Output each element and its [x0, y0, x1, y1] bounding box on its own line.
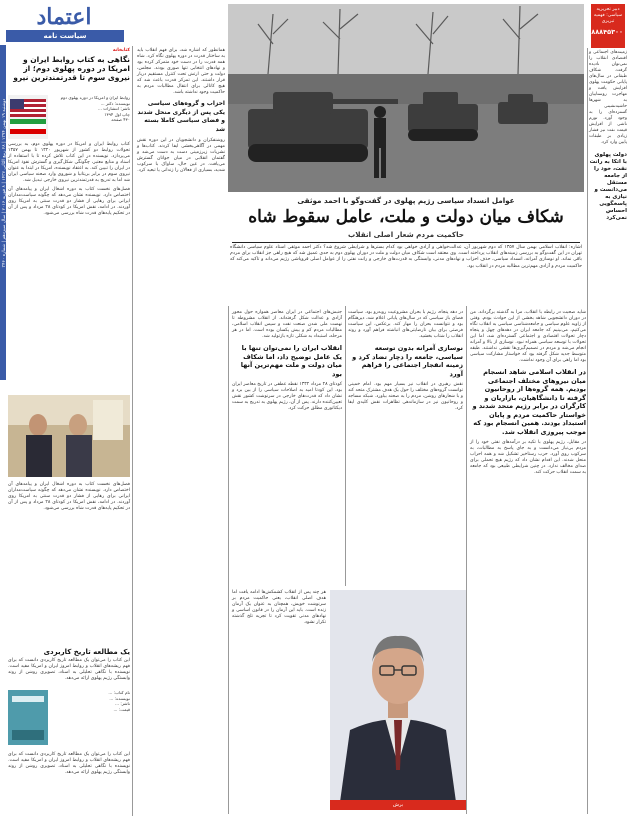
- book-caption-3: ناشر: ...: [115, 701, 130, 706]
- interviewee-portrait-image: [330, 590, 466, 802]
- right-col-pull-quote-text: در انقلاب اسلامی شاهد انسجام میان نیروهای مختلف اجتماعی بودیم. همه گروه‌ها از روحانیون گرفته تا دانشگاهیان، بازاریان و کارگران در برابر رژیم متحد شدند و خواستار حاکمیت مردم و پایان استبداد بودند. همین انسجام بود که موجب پیروزی انقلاب شد.: [472, 368, 586, 436]
- far-right-pull-quote: دولت پهلوی با اتکا به رانت نفت، خود را از جامعه مستقل می‌دانست و نیازی به پاسخگویی احساس نمی‌کرد: [589, 152, 627, 221]
- portrait-photo: [330, 590, 466, 802]
- left-lower-text: فصل‌های نخست کتاب به دوره اشغال ایران و پیامدهای آن اختصاص دارد. نویسنده نشان می‌دهد که چگونه سیاست‌مداران ایرانی برای رهایی از فشار دو قدرت سنتی به امریکا روی آوردند. در ادامه، نقش امریکا در کودتای ۲۸ مرداد و پس از آن در تحکیم پایه‌های قدرت شاه بررسی می‌شود.: [8, 482, 130, 511]
- left-body: [8, 142, 130, 392]
- right-column: [470, 310, 586, 815]
- book-cover-flags: [8, 95, 48, 139]
- left-headline: نگاهی به کتاب روابط ایران و امریکا در دوره پهلوی دوم؛ از نیروی سوم تا قدرتمندترین نیرو: [13, 55, 130, 82]
- teal-book-cover-image: [8, 690, 48, 745]
- headline-divider: [232, 242, 580, 243]
- left-body-3: این کتاب را می‌توان یک مطالعه تاریخ کاربردی دانست که برای فهم ریشه‌های انقلاب و روابط امروز ایران و امریکا مفید است. نویسنده با نگاهی تحلیلی به اسناد، تصویری روشن از روند وابستگی رژیم پهلوی ارائه می‌دهد.: [8, 658, 130, 681]
- newspaper-logo: اعتماد: [36, 4, 92, 30]
- book-info-4: چاپ اول ۱۳۹۴: [104, 111, 130, 117]
- flags-cover-image: [8, 95, 48, 139]
- book-info-3: ناشر: انتشارات ...: [97, 106, 130, 111]
- column-rule-4: [466, 306, 467, 814]
- left-bottom-body: این کتاب را می‌توان یک مطالعه تاریخ کاربردی دانست که برای فهم ریشه‌های انقلاب و روابط امروز ایران و امریکا مفید است. نویسنده با نگاهی تحلیلی به اسناد، تصویری روشن از روند وابستگی رژیم پهلوی ارائه می‌دهد.: [8, 752, 130, 775]
- date-line: دوشنبه ۱۹ بهمن ۱۳۹۴ | ۲۸ ربیع الثانی ۱۴۳۷ | ۸ فوریه ۲۰۱۶ | سال سیزدهم | شماره ۳۴۶۰: [2, 98, 7, 268]
- article-lead: [230, 245, 582, 305]
- right-col-body2: در مقابل، رژیم پهلوی با تکیه بر درآمدهای نفتی خود را از مردم بی‌نیاز می‌دانست و به جای پاسخ به مطالبات، به سرکوب روی آورد. حزب رستاخیز تشکیل شد و همه احزاب منحل شدند. این اقدام نشان داد که رژیم هیچ تحملی برای صدای مخالف ندارد. در چنین شرایطی طبیعی بود که جامعه به سمت انقلاب حرکت کند.: [470, 440, 586, 475]
- article-kicker: عوامل انسداد سیاسی رژیم پهلوی در گفت‌وگو با احمد موثقی: [297, 196, 515, 205]
- book-caption-2: نویسنده: ...: [109, 695, 130, 701]
- book-caption-1: نام کتاب: ...: [108, 690, 130, 695]
- column-a: [232, 310, 342, 585]
- col-a-pull-quote: انقلاب ‌ایران را نمی‌توان تنها با یک عامل توضیح داد، اما شکاف میان دولت و ملت مهم‌ترین آنها بود: [240, 344, 342, 378]
- book-info-1: روابط ایران و امریکا در دوره پهلوی دوم: [60, 95, 130, 100]
- left-subheadline-block: [8, 648, 130, 688]
- article-headline: شکاف میان دولت و ملت، عامل سقوط شاه: [248, 207, 564, 227]
- column-rule-3: [345, 306, 346, 586]
- left-kicker: کتابخانه: [112, 48, 130, 53]
- left-bottom-text: [8, 752, 130, 814]
- right-col-pull-quote: [470, 368, 586, 436]
- book-info-5: ۴۳۰ صفحه: [111, 117, 130, 122]
- col-c-body2: روشنفکران و دانشجویان در این دوره نقش مهمی در آگاهی‌بخشی ایفا کردند. کتاب‌ها و نشریات زیرزمینی دست به دست می‌شد و گفتمان انقلابی در میان جوانان گسترش می‌یافت. در عین حال، ساواک با سرکوب شدید، بسیاری از فعالان را زندانی یا تبعید کرد.: [137, 138, 225, 173]
- hero-photo: [228, 4, 584, 192]
- editor-phone: ۸۸۸۴۵۳۰۰: [591, 28, 623, 36]
- col-b-body: در دهه پنجاه، رژیم با بحران مشروعیت روبه‌رو بود. سیاست فضای باز سیاسی که در سال‌های پایانی اعلام شد، دیرهنگام بود و نتوانست بحران را مهار کند. برعکس، این سیاست فرصتی برای بیان نارضایتی‌های انباشته فراهم آورد و روند انقلاب را شتاب بخشید.: [348, 310, 463, 339]
- masthead: [0, 0, 130, 45]
- far-right-column: [589, 50, 627, 815]
- column-b: [348, 310, 463, 585]
- col-a-body2: کودتای ۲۸ مرداد ۱۳۳۲ نقطه عطفی در تاریخ معاصر ایران بود. این کودتا امید به اصلاحات سیاسی را از بین برد و نشان داد که قدرت‌های خارجی در سرنوشت کشور نقش تعیین‌کننده دارند. پس از آن، رژیم پهلوی به تدریج به سمت دیکتاتوری مطلق حرکت کرد.: [232, 382, 343, 411]
- column-rule-1: [132, 46, 133, 816]
- col-c-body: همانطور که اشاره شد، برای فهم انقلاب باید به ساختار قدرت در دوره پهلوی نگاه کرد. شاه همه قدرت را در دست خود متمرکز کرده بود و نهادهای انتخابی تنها صوری بودند. مجلس، دولت و حتی ارتش تحت کنترل مستقیم دربار قرار داشتند. این تمرکز قدرت باعث شد که هیچ کانالی برای انتقال مطالبات مردم به حاکمیت وجود نداشته باشد.: [137, 48, 225, 95]
- left-book-info: [52, 95, 130, 139]
- column-c: [137, 48, 225, 814]
- date-strip: [0, 0, 6, 380]
- article-subhead: حاکمیت مردم شعار اصلی انقلاب: [348, 230, 464, 239]
- left-subheadline: یک مطالعه تاریخ کاربردی: [43, 648, 130, 656]
- book-info-2: نویسنده: دکتر ...: [100, 100, 130, 106]
- book-cover-teal: [8, 690, 48, 745]
- col-b-pull-quote: نوسازی آمرانه بدون توسعه سیاسی، جامعه را دچار تضاد کرد و زمینه انفجار اجتماعی را فراهم آورد: [352, 344, 463, 378]
- lower-text: هر چند پس از انقلاب کشمکش‌ها ادامه یافت اما هدف اصلی انقلاب، یعنی حاکمیت مردم بر سرنوشت خویش، همچنان به عنوان یک آرمان زنده است. باید این آرمان را در قانون اساسی و نهادهای مدنی تقویت کرد تا تجربه تلخ گذشته تکرار نشود.: [232, 590, 326, 625]
- right-col-body1: شاید صحبت در رابطه با انقلاب، مرا به گذشته برگرداند. من در دوران دانشجویی شاهد بخشی از این حوادث بودم. وقتی از زاویه علوم سیاسی و جامعه‌شناسی سیاسی به انقلاب نگاه می‌کنیم، می‌بینیم که جامعه ایران در دهه‌های چهل و پنجاه دچار تحولات اقتصادی و اجتماعی گسترده‌ای شد، اما این تحولات با توسعه سیاسی همراه نبود. نوسازی از بالا و آمرانه انجام می‌شد و مردم در تصمیم‌گیری‌ها نقشی نداشتند. طبقه متوسط جدید شکل گرفته بود که خواستار مشارکت سیاسی بود اما راهی برای آن وجود نداشت.: [470, 310, 586, 363]
- col-a-body: جنبش‌های اجتماعی در ایران معاصر همواره حول محور آزادی و عدالت شکل گرفته‌اند. از انقلاب مشروطه تا نهضت ملی شدن صنعت نفت و سپس انقلاب اسلامی، مطالبات مردم کم و بیش یکسان بوده است. اما در هر مرحله، استبداد به شکلی تازه بازتولید شد.: [232, 310, 342, 339]
- left-photo: [8, 395, 130, 477]
- editor-badge: [591, 4, 625, 48]
- left-lower-body: [8, 482, 130, 642]
- left-body-text-2: فصل‌های نخست کتاب به دوره اشغال ایران و پیامدهای آن اختصاص دارد. نویسنده نشان می‌دهد که چگونه سیاست‌مداران ایرانی برای رهایی از فشار دو قدرت سنتی به امریکا روی آوردند. در ادامه، نقش امریکا در کودتای ۲۸ مرداد و پس از آن در تحکیم پایه‌های قدرت شاه بررسی می‌شود.: [8, 187, 130, 216]
- book-caption-4: قیمت: ...: [113, 706, 130, 712]
- far-right-body: زمینه‌های اجتماعی و اقتصادی انقلاب را نمی‌توان نادیده گرفت. شکاف طبقاتی در سال‌های پایانی حکومت پهلوی افزایش یافت و مهاجرت روستاییان به شهرها حاشیه‌نشینی گسترده‌ای را به وجود آورد. تورم ناشی از افزایش قیمت نفت نیز فشار زیادی بر طبقات پایین وارد کرد.: [589, 50, 627, 145]
- column-rule-2: [228, 306, 229, 814]
- lead-text: اشاره: انقلاب اسلامی بهمن سال ۱۳۵۷ که دوم شهریور آن، عدالت‌خواهی و آزادی خواهی بود کدام بستر‌ها و شرایطی شروع شد؟ دکتر احمد موثقی استاد علوم سیاسی دانشگاه تهران در این گفت‌وگو به بررسی زمینه‌های انقلاب پرداخته است. وی معتقد است شکاف میان دولت و ملت در دوران پهلوی دوم به حدی عمیق شد که هیچ راهی جز انقلاب برای مردم باقی نماند. او نوسازی آمرانه، انسداد سیاسی، حذف احزاب و نهادهای مدنی، وابستگی به قدرت‌های خارجی و رانت نفتی را از عوامل اصلی فروپاشی رژیم می‌داند و تاکید می‌کند که حاکمیت مردم و آزادی مهم‌ترین مطالبه مردم در انقلاب بود.: [230, 245, 583, 269]
- column-rule-5: [587, 48, 588, 814]
- portrait-caption: برش: [330, 800, 466, 810]
- col-c-pull-quote: احزاب و گروه‌های سیاسی یکی پس از دیگری منحل شدند و فضای سیاسی کاملا بسته شد: [137, 100, 225, 133]
- left-column: [8, 48, 130, 94]
- editor-label: دبیر تحریریه سیاسی: فهمیه تبریزی: [593, 7, 623, 24]
- shah-carter-photo-image: [8, 395, 130, 477]
- section-title: سیاست نامه: [6, 30, 124, 42]
- col-b-body2: نقش رهبری در انقلاب نیز بسیار مهم بود. امام خمینی توانست گروه‌های مختلف را حول یک هدف مشترک متحد کند و با شعارهای روشن، مردم را به صحنه بیاورد. شبکه مساجد و روحانیون نیز در سازماندهی تظاهرات نقش کلیدی ایفا کرد.: [348, 382, 463, 411]
- tanks-photo-image: [228, 4, 584, 192]
- book-caption: [52, 690, 130, 750]
- left-body-text: کتاب روابط ایران و امریکا در دوره پهلوی دوم، به بررسی تحولات روابط دو کشور از شهریور ۱۳۲۰ تا بهمن ۱۳۵۷ می‌پردازد. نویسنده در این کتاب تلاش کرده تا با استفاده از اسناد و منابع معتبر، چگونگی شکل‌گیری و گسترش نفوذ امریکا در ایران را تبیین کند. به اعتقاد نویسنده، امریکا در ابتدا به عنوان نیروی سوم در برابر بریتانیا و شوروی وارد صحنه سیاسی ایران شد اما به تدریج به قدرتمندترین نیروی خارجی تبدیل شد.: [8, 142, 131, 183]
- lower-text-block: [232, 590, 326, 812]
